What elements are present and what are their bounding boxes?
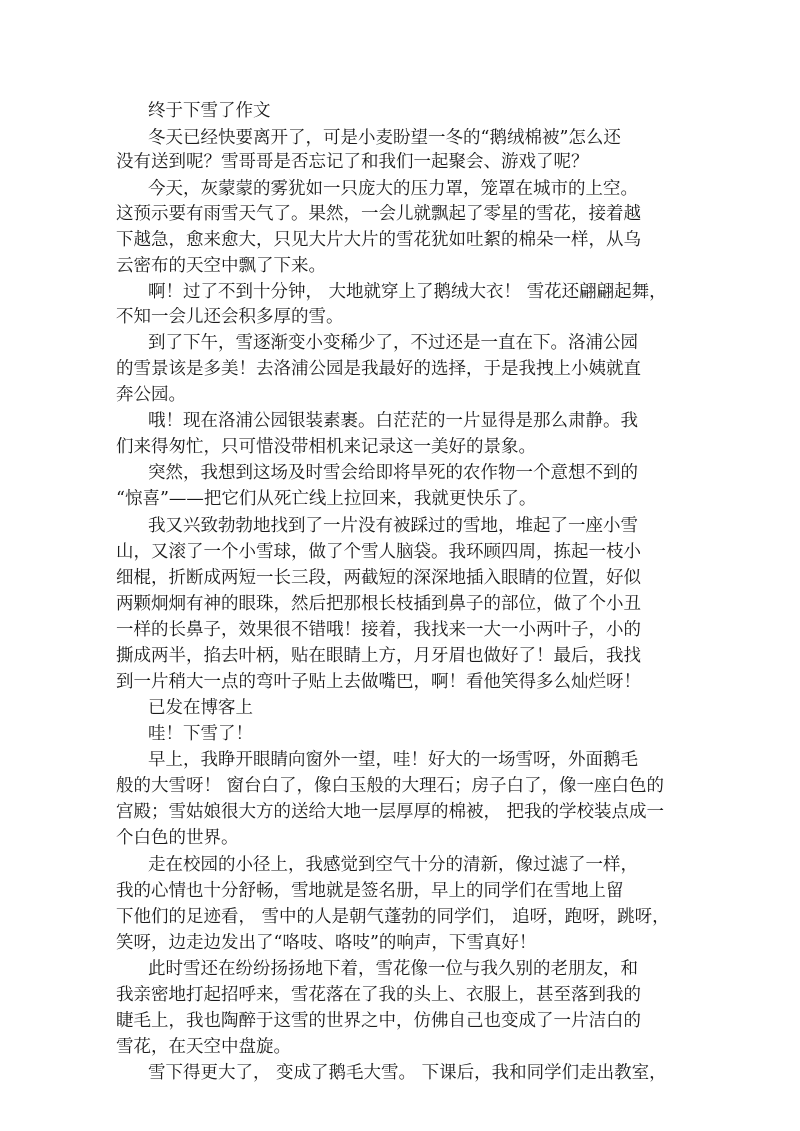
text-line: 突然，我想到这场及时雪会给即将旱死的农作物一个意想不到的	[148, 463, 638, 483]
text-line: 早上，我睁开眼睛向窗外一望，哇！好大的一场雪呀，外面鹅毛	[148, 750, 638, 770]
text-line: 这预示要有雨雪天气了。果然，一会儿就飘起了零星的雪花，接着越	[116, 204, 641, 224]
text-line: 到了下午，雪逐渐变小变稀少了，不过还是一直在下。洛浦公园	[148, 333, 638, 353]
text-line: 们来得匆忙，只可惜没带相机来记录这一美好的景象。	[116, 437, 536, 457]
text-line: 奔公园。	[116, 385, 186, 405]
text-line: 云密布的天空中飘了下来。	[116, 256, 326, 276]
text-line: 到一片稍大一点的弯叶子贴上去做嘴巴，啊！看他笑得多么灿烂呀！	[116, 672, 641, 692]
text-line: 我的心情也十分舒畅，雪地就是签名册，早上的同学们在雪地上留	[116, 881, 624, 901]
text-line: 睫毛上，我也陶醉于这雪的世界之中，仿佛自己也变成了一片洁白的	[116, 1011, 641, 1031]
text-line: 山，又滚了一个小雪球，做了个雪人脑袋。我环顾四周，拣起一枝小	[116, 542, 641, 562]
text-line: 冬天已经快要离开了，可是小麦盼望一冬的“鹅绒棉被”怎么还	[148, 128, 621, 148]
text-line: 不知一会儿还会积多厚的雪。	[116, 307, 344, 327]
text-line: 下他们的足迹看， 雪中的人是朝气蓬勃的同学们， 追呀，跑呀，跳呀，	[116, 907, 670, 927]
text-line: 哇！下雪了！	[148, 724, 253, 744]
text-line: 哦！现在洛浦公园银装素裹。白茫茫的一片显得是那么肃静。我	[148, 411, 638, 431]
text-line: 我又兴致勃勃地找到了一片没有被踩过的雪地，堆起了一座小雪	[148, 516, 638, 536]
text-line: 没有送到呢？雪哥哥是否忘记了和我们一起聚会、游戏了呢？	[116, 152, 589, 172]
text-line: 走在校园的小径上，我感觉到空气十分的清新，像过滤了一样，	[148, 855, 638, 875]
text-line: 撕成两半，掐去叶柄，贴在眼睛上方，月牙眉也做好了！最后，我找	[116, 646, 641, 666]
text-line: 宫殿；雪姑娘很大方的送给大地一层厚厚的棉被， 把我的学校装点成一	[116, 802, 665, 822]
text-line: 已发在博客上	[148, 698, 253, 718]
text-line: 般的大雪呀！ 窗台白了，像白玉般的大理石；房子白了，像一座白色的	[116, 776, 665, 796]
text-line: 两颗炯炯有神的眼珠，然后把那根长枝插到鼻子的部位，做了个小丑	[116, 594, 641, 614]
text-line: 今天，灰蒙蒙的雾犹如一只庞大的压力罩，笼罩在城市的上空。	[148, 179, 638, 199]
text-line: 下越急，愈来愈大，只见大片大片的雪花犹如吐絮的棉朵一样，从乌	[116, 230, 641, 250]
text-line: 我亲密地打起招呼来，雪花落在了我的头上、衣服上，甚至落到我的	[116, 985, 641, 1005]
text-line: “惊喜”——把它们从死亡线上拉回来，我就更快乐了。	[116, 489, 537, 509]
text-line: 细棍，折断成两短一长三段，两截短的深深地插入眼睛的位置，好似	[116, 568, 641, 588]
text-line: 雪花，在天空中盘旋。	[116, 1037, 291, 1057]
document-title: 终于下雪了作文	[148, 101, 271, 121]
text-line: 个白色的世界。	[116, 828, 239, 848]
text-line: 此时雪还在纷纷扬扬地下着，雪花像一位与我久别的老朋友，和	[148, 959, 638, 979]
text-line: 笑呀，边走边发出了“咯吱、咯吱”的响声，下雪真好！	[116, 933, 537, 953]
text-line: 的雪景该是多美！去洛浦公园是我最好的选择，于是我拽上小姨就直	[116, 359, 641, 379]
text-line: 啊！过了不到十分钟， 大地就穿上了鹅绒大衣！ 雪花还翩翩起舞，	[148, 282, 667, 302]
text-line: 雪下得更大了， 变成了鹅毛大雪。 下课后，我和同学们走出教室，	[148, 1063, 667, 1083]
text-line: 一样的长鼻子，效果很不错哦！接着，我找来一大一小两叶子，小的	[116, 620, 641, 640]
